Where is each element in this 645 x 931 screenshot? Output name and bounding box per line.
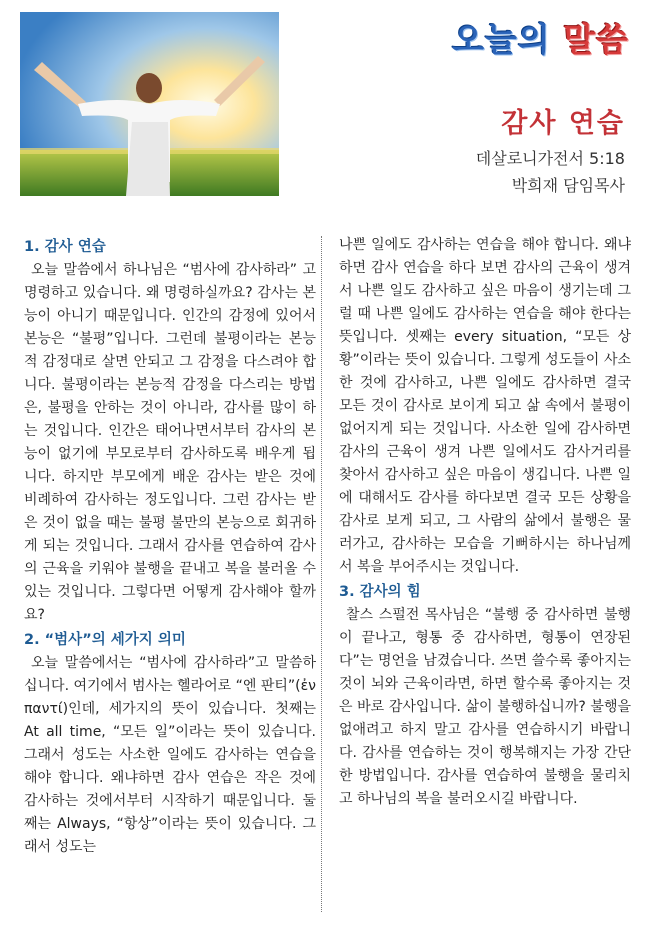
column-divider: [321, 236, 322, 912]
brand-part-2: 말씀: [563, 20, 629, 59]
brand-part-1: 오늘의: [452, 20, 551, 59]
scripture-reference: 데살로니가전서 5:18: [475, 149, 625, 168]
section-3-body: 찰스 스펄전 목사님은 “불행 중 감사하면 불행이 끝나고, 형통 중 감사하면, 형통이 연장된다”는 명언을 남겼습니다. 쓰면 쓸수록 좋아지는 것이 뇌와 근육이라면, 하면 할수록 좋아지는 것은 바로 감사입니다. 삶이 불행하십니까? 불행을 없애려고 하지 말고 감사를 연습하시기 바랍니다. 감사를 연습하는 것이 행복해지는 가장 간단한 방법입니다. 감사를 연습하여 불행을 물리치고 하나님의 복을 불러오시길 바랍니다.: [339, 607, 631, 807]
header-photo: [20, 12, 279, 196]
left-column: [24, 234, 316, 859]
right-column: [339, 234, 631, 811]
author-name: 박희재 담임목사: [511, 176, 625, 195]
brand-logo: [452, 14, 629, 61]
section-1-heading: 1. 감사 연습: [24, 239, 106, 255]
section-1-body: 오늘 말씀에서 하나님은 “범사에 감사하라” 고 명령하고 있습니다. 왜 명령하실까요? 감사는 본능이 아니기 때문입니다. 인간의 감정에 있어서 본능은 “불평”입니다. 그런데 불평이라는 본능적 감정대로 살면 안되고 그 감정을 다스려야 합니다. 불평이라는 본능적 감정을 다스리는 방법은, 불평을 안하는 것이 아니라, 감사를 많이 하는 것입니다. 인간은 태어나면서부터 감사의 본능이 없기에 부모로부터 감사하도록 배우게 됩니다. 하지만 부모에게 배운 감사는 받은 것에 비례하여 감사하는 정도입니다. 그런 감사는 받은 것이 없을 때는 불평 불만의 본능으로 회귀하게 되는 것입니다. 그래서 감사를 연습하여 감사의 근육을 키워야 불행을 끝내고 복을 불러올 수 있는 것입니다. 그렇다면 어떻게 감사해야 할까요?: [24, 262, 316, 623]
section-2-body-continued: 나쁜 일에도 감사하는 연습을 해야 합니다. 왜냐하면 감사 연습을 하다 보면 감사의 근육이 생겨서 나쁜 일도 감사하고 싶은 마음이 생기는데 그럴 때 나쁜 일에도 감사하는 연습을 해야 한다는 뜻입니다. 셋째는 every situation, “모든 상황”이라는 뜻이 있습니다. 그렇게 성도들이 사소한 것에 감사하고, 나쁜 일에도 감사하면 결국 모든 것이 감사로 보이게 되고 삶 속에서 불평이 없어지게 되는 것입니다. 사소한 일에 감사하면 감사의 근육이 생겨 나쁜 일에서도 감사거리를 찾아서 감사하고 싶은 마음이 생깁니다. 나쁜 일에 대해서도 감사를 하다보면 결국 모든 상황을 감사로 보게 되고, 그 사람의 삶에서 불행은 물러가고, 감사하는 모습을 기뻐하시는 하나님께서 복을 부어주시는 것입니다.: [339, 237, 631, 575]
section-2-body: 오늘 말씀에서는 “범사에 감사하라”고 말씀하십니다. 여기에서 범사는 헬라어로 “엔 판티”(ἐν παντί)인데, 세가지의 뜻이 있습니다. 첫째는 At all time, “모든 일”이라는 뜻이 있습니다. 그래서 성도는 사소한 일에도 감사하는 연습을 해야 합니다. 왜냐하면 감사 연습은 작은 것에 감사하는 것에서부터 시작하기 때문입니다. 둘째는 Always, “항상”이라는 뜻이 있습니다. 그래서 성도는: [24, 655, 316, 855]
section-3-heading: 3. 감사의 힘: [339, 584, 421, 600]
reference-block: [476, 145, 625, 199]
section-2-heading: 2. “범사”의 세가지 의미: [24, 632, 186, 648]
page-title: 감사 연습: [501, 108, 625, 139]
